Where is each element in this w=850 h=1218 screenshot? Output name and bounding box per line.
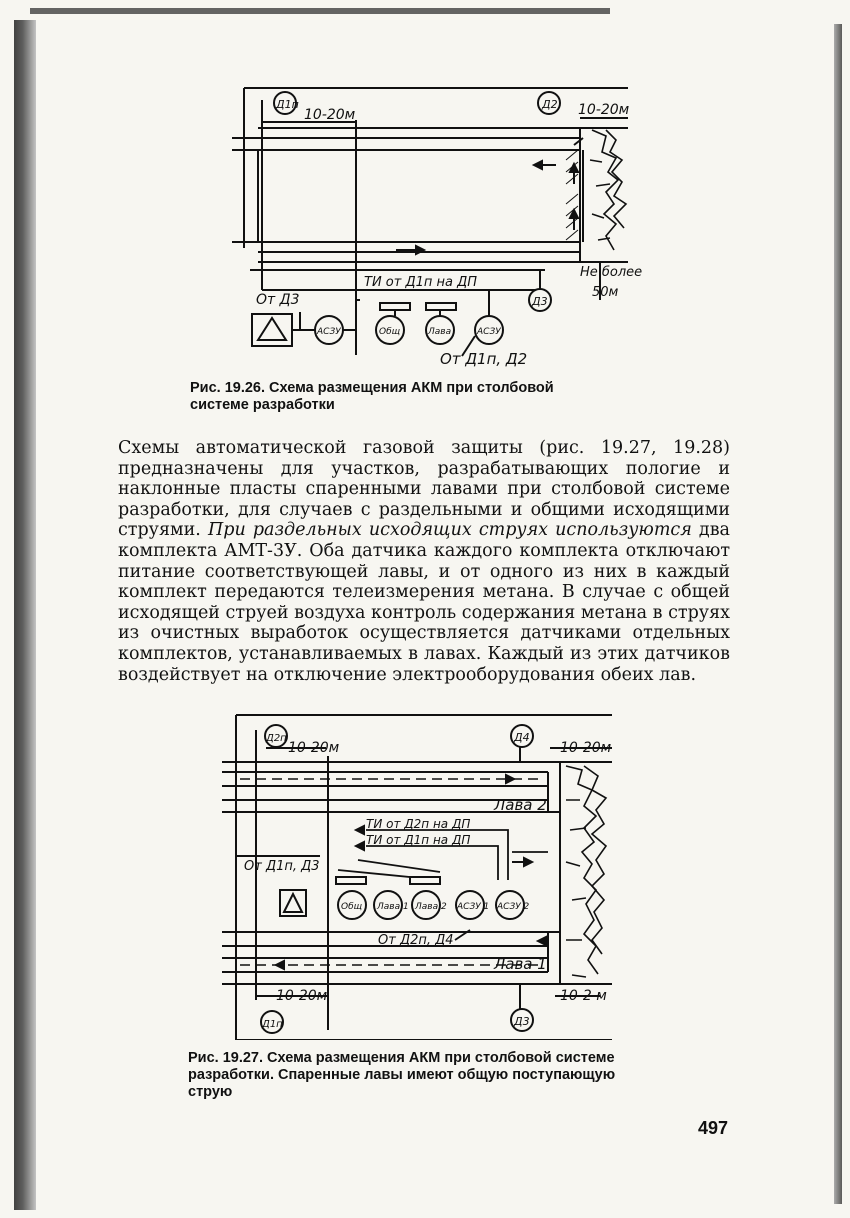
fig1-acz-left: АСЗУ bbox=[317, 327, 341, 337]
fig1-ot-bottom: От Д1п, Д2 bbox=[440, 350, 528, 368]
fig2-lava-2: Лава 2 bbox=[415, 902, 447, 912]
fig2-label-d4: Д4 bbox=[514, 731, 530, 744]
body-text-part2: два комплекта АМТ-3У. Оба датчика каждого комплекта отключают питание соответствующей лавы, и от одного из них в каждый комплект передаются телеизмерения метана. В случае с общей исходящей струей воздуха контроль содержания метана в струях из очистных выработок осуществляется датчиками отдельных комплектов, устанавливаемых в лавах. Каждый из этих датчиков воздействует на отключение электрооборудования обеих лав. bbox=[118, 520, 730, 685]
figure-19-27-caption-text: Рис. 19.27. Схема размещения АКМ при столбовой системе разработки. Спаренные лавы имеют общую поступающую струю bbox=[188, 1050, 616, 1100]
figure-19-27-diagram bbox=[0, 700, 850, 1040]
fig1-label-d1p: Д1п bbox=[276, 98, 299, 111]
fig2-ti1: ТИ от Д2п на ДП bbox=[366, 817, 471, 831]
fig2-acz2: АСЗУ 2 bbox=[497, 902, 530, 912]
fig2-dist-tl: 10-20м bbox=[288, 740, 340, 756]
fig1-label-d2: Д2 bbox=[542, 98, 558, 111]
fig2-label-d3: Д3 bbox=[514, 1015, 530, 1028]
figure-19-26-diagram bbox=[0, 0, 850, 380]
figure-19-26-caption bbox=[190, 380, 610, 414]
fig2-lava-1: Лава 1 bbox=[377, 902, 409, 912]
fig1-lava: Лава bbox=[428, 327, 452, 337]
fig1-dist-50: 50м bbox=[592, 285, 619, 300]
fig2-ti2: ТИ от Д1п на ДП bbox=[366, 833, 471, 847]
fig1-acz-right: АСЗУ bbox=[477, 327, 501, 337]
figure-19-27-caption bbox=[188, 1050, 618, 1101]
fig1-ti-line: ТИ от Д1п на ДП bbox=[364, 275, 478, 290]
fig2-obsh: Общ bbox=[341, 902, 363, 912]
fig1-dist-right: 10-20м bbox=[578, 102, 630, 118]
page-number: 497 bbox=[698, 1118, 729, 1138]
fig1-dist-left: 10-20м bbox=[304, 107, 356, 123]
fig1-obsh: Общ bbox=[379, 327, 401, 337]
fig2-dist-br: 10-2 м bbox=[560, 988, 607, 1004]
body-text-italic: При раздельных исходящих струях используются bbox=[207, 520, 692, 541]
fig1-label-d3: Д3 bbox=[532, 295, 548, 308]
fig2-label-d1p: Д1п bbox=[262, 1019, 283, 1030]
fig2-dist-tr: 10-20м bbox=[560, 740, 612, 756]
fig2-ot-d: От Д1п, Д3 bbox=[244, 859, 320, 874]
fig2-label-d2p: Д2п bbox=[266, 733, 287, 744]
fig2-ot-d2: От Д2п, Д4 bbox=[378, 933, 454, 948]
fig2-label-lava2: Лава 2 bbox=[494, 796, 547, 814]
fig2-dist-bl: 10-20м bbox=[276, 988, 328, 1004]
fig1-ot-d3: От Д3 bbox=[256, 292, 300, 308]
fig2-acz1: АСЗУ 1 bbox=[457, 902, 490, 912]
body-paragraph bbox=[118, 438, 730, 685]
figure-19-26-caption-text: Рис. 19.26. Схема размещения АКМ при столбовой системе разработки bbox=[190, 380, 554, 413]
fig1-ne-bolee: Не более bbox=[580, 265, 643, 280]
body-text-part1: Схемы автоматической газовой защиты (рис. 19.27, 19.28) предназначены для участков, разрабатывающих пологие и наклонные пласты спаренными лавами при столбовой системе разработки, для случаев с раздельными и общими исходящими струями. bbox=[118, 438, 730, 541]
fig2-label-lava1: Лава 1 bbox=[494, 955, 547, 973]
